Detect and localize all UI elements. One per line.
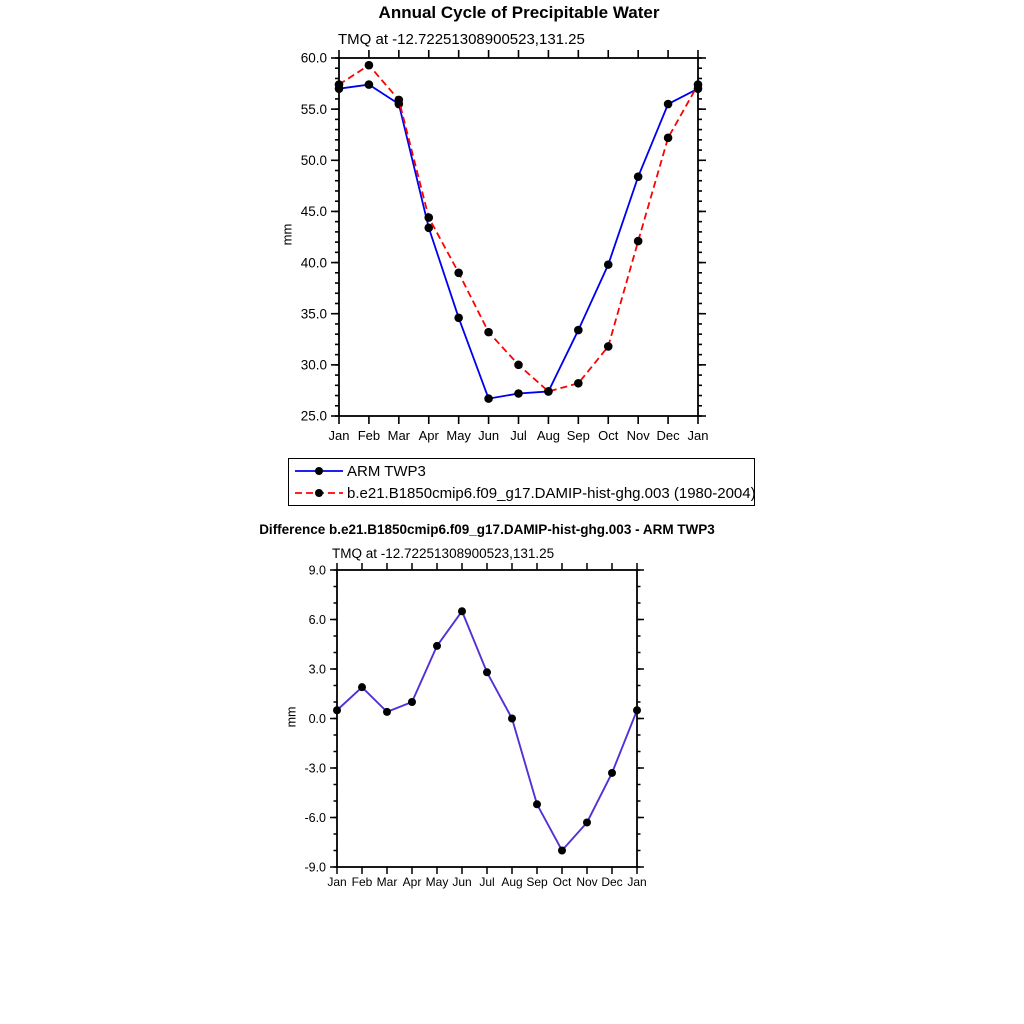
legend-entry-model (293, 482, 754, 504)
data-point (484, 328, 493, 337)
data-point (458, 607, 466, 615)
legend-label-model: b.e21.B1850cmip6.f09_g17.DAMIP-hist-ghg.003 (1980-2004) (347, 484, 756, 502)
x-tick-label: Feb (357, 428, 381, 443)
data-point (383, 708, 391, 716)
y-tick-label: 6.0 (308, 612, 326, 627)
y-tick-label: 3.0 (308, 662, 326, 677)
y-tick-label: 25.0 (300, 408, 327, 424)
x-tick-label: Apr (418, 428, 439, 443)
data-point (633, 706, 641, 714)
bottom-chart (304, 563, 646, 889)
bottom-chart-axes (304, 563, 646, 889)
data-point (664, 100, 673, 109)
legend-line-sample-solid (293, 462, 345, 480)
x-tick-label: Mar (387, 428, 411, 443)
data-point (454, 269, 463, 278)
data-point (604, 342, 613, 351)
y-tick-label: 45.0 (300, 204, 327, 220)
x-tick-label: Jul (510, 428, 527, 443)
data-point (484, 394, 493, 403)
x-tick-label: Jul (479, 875, 495, 889)
bottom-chart-subtitle: TMQ at -12.72251308900523,131.25 (332, 546, 555, 561)
series-line (337, 611, 637, 850)
data-point (514, 361, 523, 370)
data-point (408, 698, 416, 706)
data-point (634, 237, 643, 246)
data-point (574, 326, 583, 335)
x-tick-label: Sep (566, 428, 590, 443)
bottom-chart-title: Difference b.e21.B1850cmip6.f09_g17.DAMIP-hist-ghg.003 - ARM TWP3 (259, 522, 715, 537)
x-tick-label: Jan (627, 875, 647, 889)
data-point (574, 379, 583, 388)
y-tick-label: 40.0 (300, 255, 327, 271)
x-tick-label: Nov (576, 875, 598, 889)
x-tick-label: Jan (327, 875, 347, 889)
data-point (608, 769, 616, 777)
y-tick-label: -3.0 (304, 761, 326, 776)
top-chart-subtitle: TMQ at -12.72251308900523,131.25 (338, 31, 585, 48)
top-chart-title: Annual Cycle of Precipitable Water (378, 3, 660, 22)
y-tick-label: 9.0 (308, 563, 326, 578)
x-tick-label: Oct (552, 875, 572, 889)
top-chart (301, 50, 709, 443)
y-tick-label: 0.0 (308, 711, 326, 726)
y-tick-label: 35.0 (300, 306, 327, 322)
data-point (694, 80, 703, 89)
x-tick-label: Jun (452, 875, 472, 889)
top-chart-axes (301, 50, 709, 443)
legend-line-sample-dashed (293, 484, 345, 502)
data-point (664, 133, 673, 142)
x-tick-label: May (425, 875, 449, 889)
data-point (333, 706, 341, 714)
data-point (483, 668, 491, 676)
x-tick-label: Jan (687, 428, 709, 443)
series-line (339, 85, 698, 399)
data-point (358, 683, 366, 691)
y-tick-label: 50.0 (300, 153, 327, 169)
data-point (634, 172, 643, 181)
data-point (335, 80, 344, 89)
data-point (533, 800, 541, 808)
x-tick-label: Feb (351, 875, 373, 889)
y-tick-label: 30.0 (300, 357, 327, 373)
series-line (339, 65, 698, 391)
data-point (365, 61, 374, 70)
data-point (508, 715, 516, 723)
legend-box (288, 458, 755, 506)
legend-entry-arm-twp3 (293, 460, 754, 482)
x-tick-label: Aug (536, 428, 560, 443)
y-tick-label: 55.0 (300, 101, 327, 117)
data-point (395, 96, 404, 105)
x-tick-label: Sep (526, 875, 548, 889)
x-tick-label: Dec (601, 875, 623, 889)
data-point (454, 314, 463, 323)
data-point (514, 389, 523, 398)
x-tick-label: Mar (376, 875, 398, 889)
y-tick-label: -6.0 (304, 810, 326, 825)
x-tick-label: Nov (626, 428, 650, 443)
bottom-chart-y-axis-label: mm (284, 706, 299, 728)
data-point (583, 818, 591, 826)
data-point (365, 80, 374, 89)
x-tick-label: Jan (328, 428, 350, 443)
x-tick-label: Jun (478, 428, 500, 443)
x-tick-label: Dec (656, 428, 680, 443)
x-tick-label: Aug (501, 875, 523, 889)
data-point (433, 642, 441, 650)
legend-label-arm-twp3: ARM TWP3 (347, 462, 426, 480)
x-tick-label: Oct (598, 428, 619, 443)
data-point (558, 847, 566, 855)
y-tick-label: -9.0 (304, 860, 326, 875)
top-chart-y-axis-label: mm (279, 223, 295, 246)
data-point (424, 213, 433, 222)
x-tick-label: Apr (402, 875, 422, 889)
y-tick-label: 60.0 (300, 50, 327, 66)
x-tick-label: May (446, 428, 471, 443)
data-point (604, 260, 613, 269)
data-point (544, 387, 553, 396)
